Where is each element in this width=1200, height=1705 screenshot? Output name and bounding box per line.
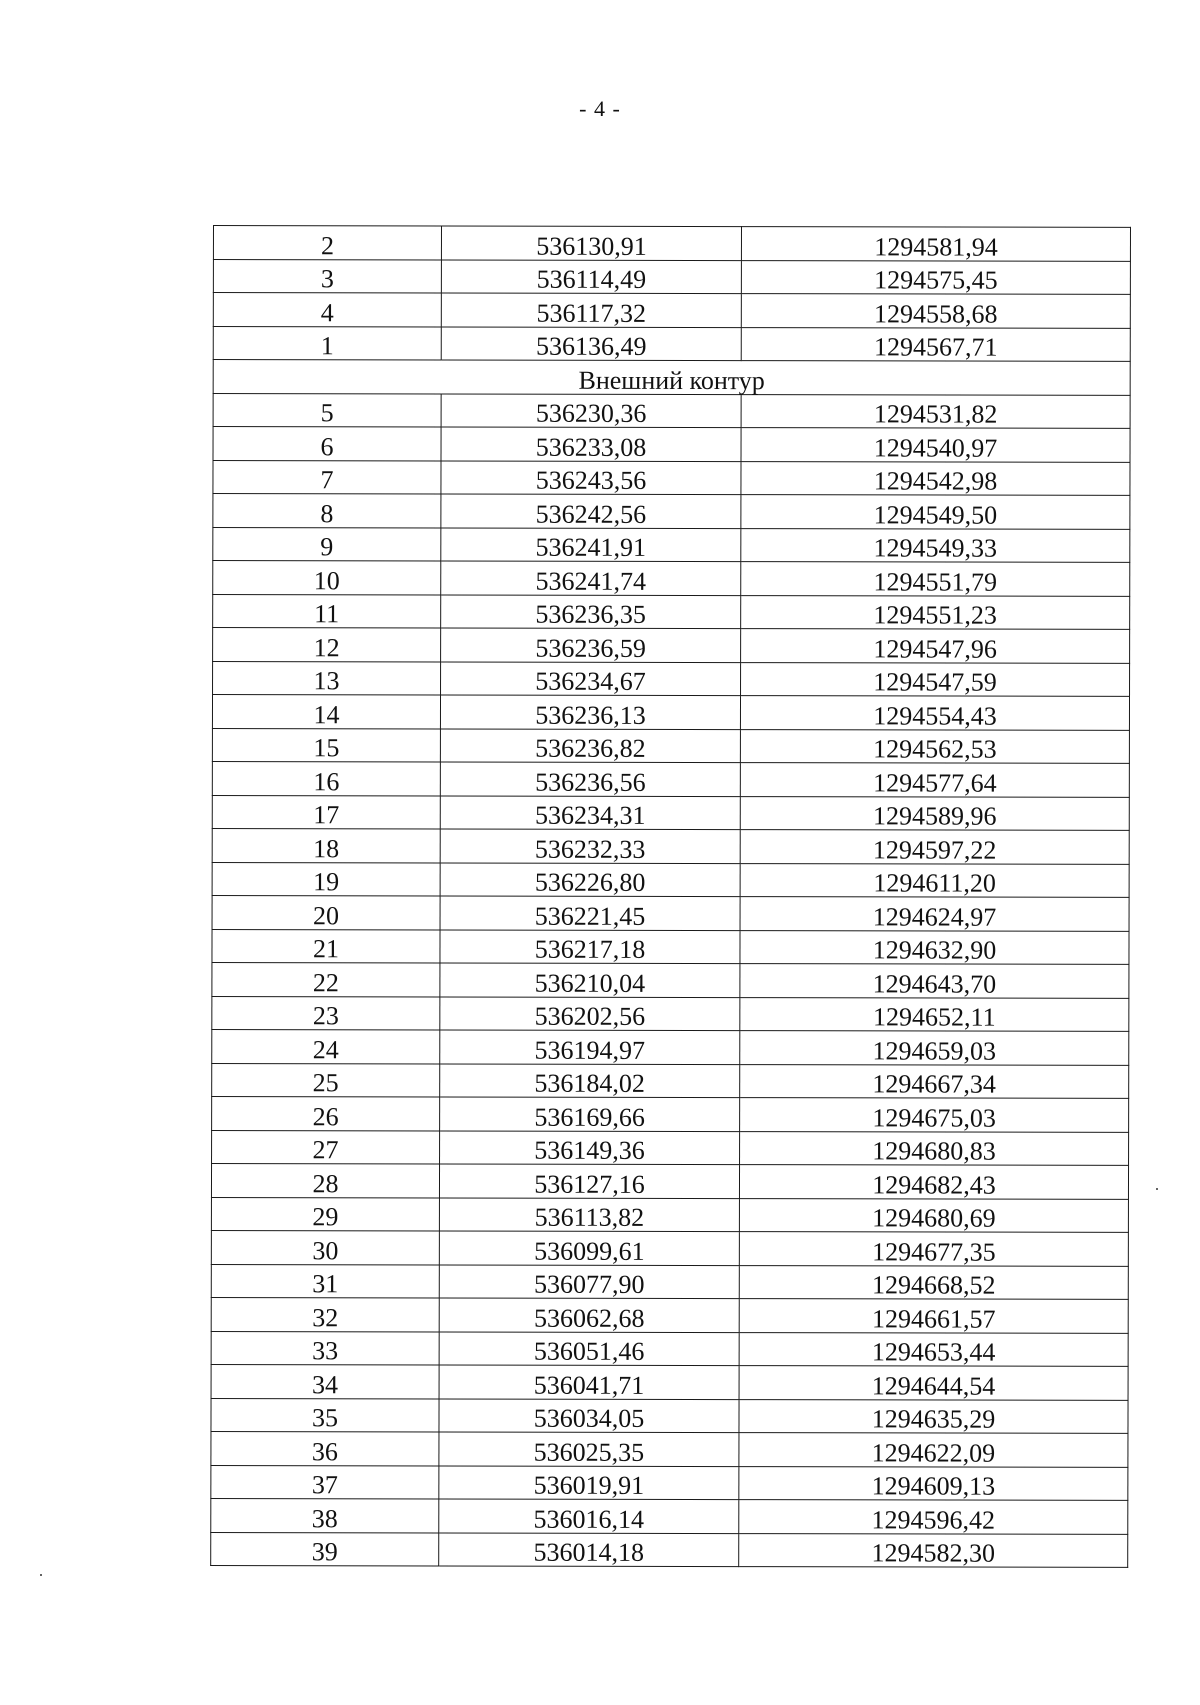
point-number-cell: 24 [212,1029,440,1063]
table-row [213,460,1130,495]
point-number-cell: 2 [213,226,441,260]
point-number-cell: 12 [213,628,441,662]
x-coordinate-cell: 536130,91 [441,226,741,260]
y-coordinate-cell: 1294577,64 [740,763,1129,797]
table-row [211,1197,1128,1232]
table-row [212,1029,1129,1064]
point-number-cell: 25 [212,1063,440,1097]
table-row [212,929,1129,964]
table-section [213,360,1130,395]
x-coordinate-cell: 536041,71 [439,1365,739,1399]
point-number-cell: 8 [213,494,441,528]
y-coordinate-cell: 1294609,13 [739,1466,1128,1500]
x-coordinate-cell: 536016,14 [439,1499,739,1533]
y-coordinate-cell: 1294589,96 [740,796,1129,830]
point-number-cell: 17 [212,795,440,829]
table-row [211,1498,1128,1533]
table-row [213,393,1130,428]
point-number-cell: 5 [213,393,441,427]
y-coordinate-cell: 1294547,59 [741,662,1130,696]
x-coordinate-cell: 536236,59 [441,628,741,662]
point-number-cell: 6 [213,427,441,461]
y-coordinate-cell: 1294652,11 [740,997,1129,1031]
point-number-cell: 33 [211,1331,439,1365]
x-coordinate-cell: 536236,56 [440,762,740,796]
y-coordinate-cell: 1294675,03 [740,1098,1129,1132]
point-number-cell: 29 [211,1197,439,1231]
point-number-cell: 34 [211,1364,439,1398]
table-row [213,259,1130,294]
x-coordinate-cell: 536241,74 [441,561,741,595]
y-coordinate-cell: 1294558,68 [741,294,1130,328]
point-number-cell: 3 [213,259,441,293]
x-coordinate-cell: 536210,04 [440,963,740,997]
y-coordinate-cell: 1294635,29 [739,1399,1128,1433]
x-coordinate-cell: 536014,18 [439,1532,739,1566]
y-coordinate-cell: 1294643,70 [740,964,1129,998]
table-row [211,1532,1128,1567]
y-coordinate-cell: 1294659,03 [740,1031,1129,1065]
x-coordinate-cell: 536034,05 [439,1398,739,1432]
table-row [212,795,1129,830]
y-coordinate-cell: 1294575,45 [741,260,1130,294]
point-number-cell: 23 [212,996,440,1030]
point-number-cell: 30 [211,1230,439,1264]
table-row [213,527,1130,562]
point-number-cell: 1 [213,326,441,360]
x-coordinate-cell: 536226,80 [440,862,740,896]
point-number-cell: 14 [212,695,440,729]
point-number-cell: 18 [212,828,440,862]
table-row [211,1230,1128,1265]
x-coordinate-cell: 536117,32 [441,293,741,327]
point-number-cell: 36 [211,1431,439,1465]
x-coordinate-cell: 536114,49 [441,259,741,293]
y-coordinate-cell: 1294554,43 [740,696,1129,730]
y-coordinate-cell: 1294644,54 [739,1366,1128,1400]
y-coordinate-cell: 1294624,97 [740,897,1129,931]
table-row [212,761,1129,796]
point-number-cell: 19 [212,862,440,896]
y-coordinate-cell: 1294661,57 [739,1299,1128,1333]
section-row [213,360,1130,395]
x-coordinate-cell: 536025,35 [439,1432,739,1466]
x-coordinate-cell: 536127,16 [439,1164,739,1198]
table-row [211,1264,1128,1299]
x-coordinate-cell: 536236,35 [441,594,741,628]
x-coordinate-cell: 536136,49 [441,326,741,360]
x-coordinate-cell: 536184,02 [440,1063,740,1097]
point-number-cell: 22 [212,962,440,996]
y-coordinate-cell: 1294582,30 [739,1533,1128,1567]
table-row [211,1431,1128,1466]
x-coordinate-cell: 536051,46 [439,1331,739,1365]
point-number-cell: 15 [212,728,440,762]
table-row [213,561,1130,596]
x-coordinate-cell: 536169,66 [440,1097,740,1131]
point-number-cell: 32 [211,1297,439,1331]
table-row [211,1465,1128,1500]
y-coordinate-cell: 1294551,23 [741,595,1130,629]
page-number: - 4 - [579,96,621,121]
point-number-cell: 26 [212,1096,440,1130]
scan-speck [40,1574,42,1576]
y-coordinate-cell: 1294567,71 [741,327,1130,361]
x-coordinate-cell: 536221,45 [440,896,740,930]
y-coordinate-cell: 1294667,34 [740,1064,1129,1098]
x-coordinate-cell: 536077,90 [439,1264,739,1298]
point-number-cell: 31 [211,1264,439,1298]
table-row [212,1063,1129,1098]
table-row [213,326,1130,361]
x-coordinate-cell: 536242,56 [441,494,741,528]
point-number-cell: 35 [211,1398,439,1432]
x-coordinate-cell: 536230,36 [441,393,741,427]
y-coordinate-cell: 1294542,98 [741,461,1130,495]
point-number-cell: 38 [211,1498,439,1532]
y-coordinate-cell: 1294597,22 [740,830,1129,864]
table-row [212,895,1129,930]
y-coordinate-cell: 1294547,96 [741,629,1130,663]
scan-speck [1156,1188,1158,1190]
point-number-cell: 11 [213,594,441,628]
x-coordinate-cell: 536217,18 [440,929,740,963]
x-coordinate-cell: 536099,61 [439,1231,739,1265]
table-row [211,1297,1128,1332]
table-row [212,862,1129,897]
y-coordinate-cell: 1294551,79 [741,562,1130,596]
point-number-cell: 37 [211,1465,439,1499]
x-coordinate-cell: 536236,82 [440,728,740,762]
table-row [213,628,1130,663]
y-coordinate-cell: 1294677,35 [739,1232,1128,1266]
point-number-cell: 4 [213,293,441,327]
y-coordinate-cell: 1294680,83 [740,1131,1129,1165]
x-coordinate-cell: 536062,68 [439,1298,739,1332]
table-row [211,1364,1128,1399]
y-coordinate-cell: 1294562,53 [740,729,1129,763]
table-row [212,828,1129,863]
point-number-cell: 9 [213,527,441,561]
table-row [212,962,1129,997]
y-coordinate-cell: 1294682,43 [739,1165,1128,1199]
point-number-cell: 7 [213,460,441,494]
y-coordinate-cell: 1294549,33 [741,528,1130,562]
table-row [213,661,1130,696]
y-coordinate-cell: 1294622,09 [739,1433,1128,1467]
x-coordinate-cell: 536234,67 [441,661,741,695]
table-row [212,695,1129,730]
y-coordinate-cell: 1294596,42 [739,1500,1128,1534]
y-coordinate-cell: 1294581,94 [741,227,1130,261]
table-row [213,494,1130,529]
point-number-cell: 20 [212,895,440,929]
section-title: Внешний контур [213,360,1130,395]
x-coordinate-cell: 536241,91 [441,527,741,561]
x-coordinate-cell: 536149,36 [440,1130,740,1164]
table-row [212,728,1129,763]
table-row [211,1163,1128,1198]
y-coordinate-cell: 1294653,44 [739,1332,1128,1366]
table-row [213,293,1130,328]
table-row [211,1398,1128,1433]
table-row [212,1096,1129,1131]
x-coordinate-cell: 536243,56 [441,460,741,494]
x-coordinate-cell: 536019,91 [439,1465,739,1499]
y-coordinate-cell: 1294611,20 [740,863,1129,897]
x-coordinate-cell: 536234,31 [440,795,740,829]
point-number-cell: 16 [212,761,440,795]
point-number-cell: 27 [212,1130,440,1164]
point-number-cell: 39 [211,1532,439,1566]
y-coordinate-cell: 1294632,90 [740,930,1129,964]
y-coordinate-cell: 1294668,52 [739,1265,1128,1299]
y-coordinate-cell: 1294549,50 [741,495,1130,529]
table-row [212,996,1129,1031]
x-coordinate-cell: 536233,08 [441,427,741,461]
point-number-cell: 10 [213,561,441,595]
x-coordinate-cell: 536202,56 [440,996,740,1030]
coordinates-table [210,225,1131,1568]
table-body-bottom [211,393,1130,1567]
y-coordinate-cell: 1294680,69 [739,1198,1128,1232]
table-row [212,1130,1129,1165]
x-coordinate-cell: 536194,97 [440,1030,740,1064]
x-coordinate-cell: 536113,82 [439,1197,739,1231]
table-row [211,1331,1128,1366]
table-body-top [213,226,1130,362]
y-coordinate-cell: 1294531,82 [741,394,1130,428]
table-row [213,226,1130,261]
table-row [213,427,1130,462]
table-row [213,594,1130,629]
x-coordinate-cell: 536236,13 [440,695,740,729]
point-number-cell: 21 [212,929,440,963]
point-number-cell: 28 [211,1163,439,1197]
y-coordinate-cell: 1294540,97 [741,428,1130,462]
point-number-cell: 13 [213,661,441,695]
x-coordinate-cell: 536232,33 [440,829,740,863]
